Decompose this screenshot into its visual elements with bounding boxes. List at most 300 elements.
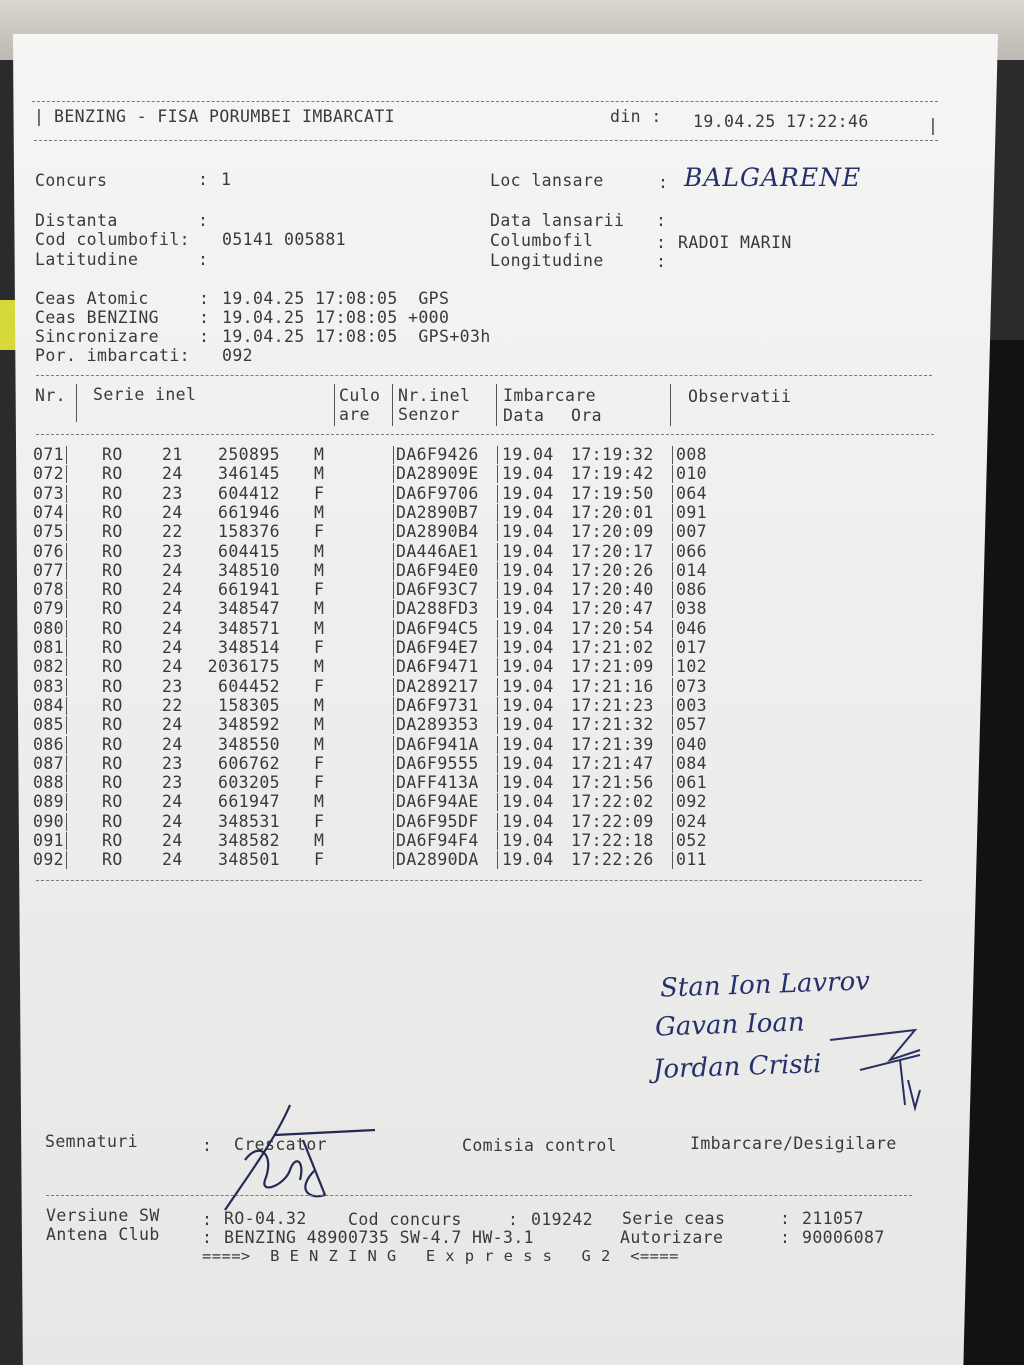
cell-serie: 661947 (217, 792, 280, 812)
cell-ora: 17:19:32 (571, 445, 654, 464)
colon: : (780, 1228, 791, 1247)
cell-observatii: 024 (676, 811, 708, 831)
row-separator (497, 716, 498, 734)
row-separator (393, 446, 394, 464)
col-header-observatii: Observatii (688, 387, 792, 406)
cell-senzor: DA2890B7 (396, 502, 479, 522)
cell-sex: M (314, 445, 325, 464)
row-separator (393, 562, 394, 580)
cell-data: 19.04 (502, 580, 554, 600)
row-separator (672, 600, 673, 618)
cell-serie: 348547 (217, 599, 280, 619)
cell-observatii: 057 (676, 715, 708, 735)
row-separator (497, 446, 498, 464)
cell-senzor: DA6F9426 (396, 445, 479, 464)
cell-serie: 348514 (217, 638, 280, 657)
cell-tara: RO (102, 445, 123, 464)
row-separator (672, 736, 673, 754)
row-separator (497, 774, 498, 792)
col-header-imbarcare: Imbarcare (503, 386, 597, 405)
cell-observatii: 017 (676, 638, 708, 657)
row-separator (66, 851, 67, 869)
row-separator (393, 485, 394, 503)
row-separator (66, 639, 67, 657)
semnaturi-label: Semnaturi (45, 1132, 139, 1151)
cell-senzor: DA2890DA (396, 850, 479, 870)
cell-serie: 2036175 (207, 657, 280, 677)
row-separator (66, 832, 67, 850)
cell-data: 19.04 (502, 850, 554, 870)
colon: : (198, 250, 209, 269)
columbofil-label: Columbofil (490, 231, 594, 250)
cell-nr: 088 (33, 773, 65, 793)
cell-observatii: 064 (676, 483, 708, 503)
ceas-benzing-label: Ceas BENZING (35, 308, 160, 327)
cod-columbofil-label: Cod columbofil: (35, 230, 191, 249)
cell-sex: F (314, 811, 325, 831)
row-separator (66, 716, 67, 734)
cell-tara: RO (102, 811, 123, 831)
row-separator (497, 697, 498, 715)
cell-tara: RO (102, 502, 123, 522)
cell-ora: 17:19:42 (571, 464, 654, 484)
cell-data: 19.04 (502, 445, 554, 464)
antena-club-label: Antena Club (46, 1225, 160, 1244)
antena-club-value: BENZING 48900735 SW-4.7 HW-3.1 (224, 1228, 535, 1247)
cell-sex: F (314, 580, 325, 600)
cell-nr: 074 (33, 502, 65, 522)
cell-ora: 17:21:02 (571, 638, 654, 657)
cell-senzor: DA6F94F4 (396, 831, 479, 850)
cell-sex: F (314, 850, 325, 870)
col-header-data: Data (503, 406, 545, 425)
por-imbarcati-label: Por. imbarcati: (35, 346, 191, 365)
serie-ceas-value: 211057 (802, 1209, 865, 1228)
cell-data: 19.04 (502, 560, 554, 580)
cell-observatii: 007 (676, 522, 708, 542)
row-separator (393, 832, 394, 850)
colon: : (202, 1228, 213, 1247)
cell-serie: 348592 (217, 715, 280, 735)
cell-serie: 346145 (217, 464, 280, 484)
cell-serie: 606762 (217, 753, 280, 773)
cell-sex: M (314, 715, 325, 735)
cell-senzor: DA6F9471 (396, 657, 479, 677)
cell-senzor: DA6F9706 (396, 483, 479, 503)
cell-an: 24 (162, 831, 183, 850)
cell-serie: 158305 (217, 695, 280, 715)
cell-serie: 250895 (217, 445, 280, 464)
col-header-senzor: Senzor (398, 405, 461, 424)
cell-tara: RO (102, 695, 123, 715)
versiune-sw-value: RO-04.32 (224, 1209, 307, 1228)
cell-ora: 17:22:09 (571, 811, 654, 831)
table-divider-bottom (36, 880, 922, 881)
cell-nr: 073 (33, 483, 65, 503)
colon: : (199, 308, 210, 327)
cell-data: 19.04 (502, 792, 554, 812)
row-separator (497, 678, 498, 696)
cell-data: 19.04 (502, 522, 554, 542)
row-separator (672, 774, 673, 792)
cell-data: 19.04 (502, 618, 554, 638)
cell-ora: 17:21:32 (571, 715, 654, 735)
cell-tara: RO (102, 599, 123, 619)
row-separator (497, 504, 498, 522)
cell-tara: RO (102, 792, 123, 812)
cell-an: 24 (162, 734, 183, 754)
colon: : (656, 252, 667, 271)
colon: : (198, 211, 209, 230)
imbarcare-desigilare-label: Imbarcare/Desigilare (690, 1134, 897, 1153)
cell-observatii: 014 (676, 560, 708, 580)
col-header-nr: Nr. (35, 386, 67, 405)
row-separator (66, 678, 67, 696)
cell-serie: 348531 (217, 811, 280, 831)
row-separator (497, 543, 498, 561)
header-right-bar: | (928, 116, 939, 135)
cell-data: 19.04 (502, 753, 554, 773)
row-separator (672, 793, 673, 811)
row-separator (66, 736, 67, 754)
colon: : (508, 1210, 519, 1229)
row-separator (672, 639, 673, 657)
cell-sex: M (314, 560, 325, 580)
cell-data: 19.04 (502, 831, 554, 850)
col-header-ora: Ora (571, 406, 603, 425)
cell-nr: 081 (33, 638, 65, 657)
row-separator (497, 832, 498, 850)
row-separator (393, 658, 394, 676)
versiune-sw-label: Versiune SW (46, 1206, 160, 1225)
colon: : (199, 327, 210, 346)
cell-sex: F (314, 676, 325, 696)
cell-data: 19.04 (502, 464, 554, 484)
header-divider-bottom (34, 140, 938, 141)
cell-nr: 079 (33, 599, 65, 619)
din-label: din : (610, 107, 662, 126)
row-separator (66, 813, 67, 831)
row-separator (66, 562, 67, 580)
crescator-signature (215, 1100, 385, 1215)
cell-data: 19.04 (502, 599, 554, 619)
cell-sex: M (314, 657, 325, 677)
cell-senzor: DA2890B4 (396, 522, 479, 542)
distanta-label: Distanta (35, 211, 118, 230)
cell-an: 24 (162, 638, 183, 657)
col-separator (392, 384, 393, 426)
row-separator (672, 697, 673, 715)
cell-observatii: 011 (676, 850, 708, 870)
row-separator (497, 465, 498, 483)
row-separator (393, 716, 394, 734)
cell-tara: RO (102, 676, 123, 696)
row-separator (393, 813, 394, 831)
row-separator (393, 581, 394, 599)
cell-serie: 661941 (217, 580, 280, 600)
row-separator (497, 813, 498, 831)
cell-nr: 071 (33, 445, 65, 464)
cell-an: 23 (162, 483, 183, 503)
benzing-express-banner: ====> B E N Z I N G E x p r e s s G 2 <==== (202, 1247, 679, 1265)
cod-columbofil-value: 05141 005881 (222, 230, 347, 249)
cell-senzor: DA6F95DF (396, 811, 479, 831)
cell-sex: F (314, 483, 325, 503)
cell-nr: 091 (33, 831, 65, 850)
colon: : (656, 233, 667, 252)
cell-an: 24 (162, 599, 183, 619)
cell-data: 19.04 (502, 811, 554, 831)
cell-senzor: DA6F94AE (396, 792, 479, 812)
cell-nr: 078 (33, 580, 65, 600)
cell-sex: F (314, 638, 325, 657)
footer-divider (46, 1195, 912, 1196)
cell-an: 24 (162, 464, 183, 484)
row-separator (393, 678, 394, 696)
sincronizare-value: 19.04.25 17:08:05 GPS+03h (222, 327, 491, 346)
cell-tara: RO (102, 773, 123, 793)
row-separator (497, 620, 498, 638)
row-separator (672, 716, 673, 734)
col-header-nr-inel: Nr.inel (398, 386, 471, 405)
colon: : (199, 289, 210, 308)
cod-concurs-value: 019242 (531, 1210, 594, 1229)
cell-nr: 087 (33, 753, 65, 773)
cell-sex: M (314, 502, 325, 522)
cell-sex: M (314, 541, 325, 561)
row-separator (66, 697, 67, 715)
row-separator (393, 620, 394, 638)
cell-tara: RO (102, 522, 123, 542)
cell-ora: 17:20:09 (571, 522, 654, 542)
cell-tara: RO (102, 580, 123, 600)
colon: : (780, 1209, 791, 1228)
cell-ora: 17:20:47 (571, 599, 654, 619)
por-imbarcati-value: 092 (222, 346, 254, 365)
row-separator (393, 793, 394, 811)
cell-data: 19.04 (502, 734, 554, 754)
cell-nr: 090 (33, 811, 65, 831)
cell-tara: RO (102, 657, 123, 677)
cell-data: 19.04 (502, 502, 554, 522)
serie-ceas-label: Serie ceas (622, 1209, 726, 1228)
row-separator (497, 523, 498, 541)
cell-observatii: 086 (676, 580, 708, 600)
row-separator (66, 793, 67, 811)
cell-serie: 603205 (217, 773, 280, 793)
commission-signature-scribble (820, 1020, 930, 1115)
cell-sex: F (314, 753, 325, 773)
cell-an: 24 (162, 811, 183, 831)
cell-senzor: DA289353 (396, 715, 479, 735)
cell-sex: M (314, 618, 325, 638)
cell-observatii: 008 (676, 445, 708, 464)
cell-sex: M (314, 734, 325, 754)
row-separator (497, 658, 498, 676)
cell-senzor: DA6F941A (396, 734, 479, 754)
cell-sex: F (314, 773, 325, 793)
cell-tara: RO (102, 464, 123, 484)
cell-ora: 17:21:23 (571, 695, 654, 715)
cell-an: 24 (162, 618, 183, 638)
cell-sex: M (314, 599, 325, 619)
row-separator (66, 543, 67, 561)
cell-senzor: DA6F93C7 (396, 580, 479, 600)
cell-tara: RO (102, 831, 123, 850)
cell-observatii: 102 (676, 657, 708, 677)
row-separator (672, 813, 673, 831)
cell-an: 23 (162, 676, 183, 696)
cell-senzor: DA6F94E0 (396, 560, 479, 580)
col-header-serie-inel: Serie inel (93, 385, 197, 404)
row-separator (497, 793, 498, 811)
cell-senzor: DA6F94C5 (396, 618, 479, 638)
cell-data: 19.04 (502, 638, 554, 657)
cell-observatii: 010 (676, 464, 708, 484)
page-title: BENZING - FISA PORUMBEI IMBARCATI (54, 107, 396, 126)
cell-sex: M (314, 695, 325, 715)
row-separator (393, 543, 394, 561)
handwritten-name: Gavan Ioan (654, 1007, 806, 1043)
row-separator (393, 639, 394, 657)
col-separator (670, 384, 671, 426)
crescator-label: Crescator (234, 1135, 328, 1154)
cell-ora: 17:22:26 (571, 850, 654, 870)
autorizare-label: Autorizare (620, 1228, 724, 1247)
cell-tara: RO (102, 850, 123, 870)
col-header-culoare-2: are (339, 405, 371, 424)
cell-observatii: 092 (676, 792, 708, 812)
table-divider-header (36, 434, 934, 435)
cell-senzor: DA6F9731 (396, 695, 479, 715)
row-separator (672, 465, 673, 483)
colon: : (658, 173, 669, 192)
row-separator (672, 562, 673, 580)
cell-nr: 089 (33, 792, 65, 812)
row-separator (393, 755, 394, 773)
cell-serie: 661946 (217, 502, 280, 522)
row-separator (497, 736, 498, 754)
cell-an: 22 (162, 522, 183, 542)
comisia-control-label: Comisia control (462, 1136, 618, 1155)
ceas-atomic-value: 19.04.25 17:08:05 GPS (222, 289, 450, 308)
row-separator (672, 446, 673, 464)
cell-data: 19.04 (502, 676, 554, 696)
cell-senzor: DA6F94E7 (396, 638, 479, 657)
sincronizare-label: Sincronizare (35, 327, 160, 346)
cell-an: 24 (162, 850, 183, 870)
cell-serie: 348582 (217, 831, 280, 850)
cell-ora: 17:21:56 (571, 773, 654, 793)
row-separator (66, 581, 67, 599)
cell-serie: 348550 (217, 734, 280, 754)
row-separator (497, 485, 498, 503)
row-separator (497, 755, 498, 773)
cell-tara: RO (102, 638, 123, 657)
row-separator (672, 504, 673, 522)
latitudine-label: Latitudine (35, 250, 139, 269)
cell-serie: 348510 (217, 560, 280, 580)
handwritten-name: Jordan Cristi (652, 1049, 822, 1085)
cell-serie: 604412 (217, 483, 280, 503)
row-separator (393, 697, 394, 715)
cell-observatii: 061 (676, 773, 708, 793)
cell-tara: RO (102, 483, 123, 503)
row-separator (497, 562, 498, 580)
cell-tara: RO (102, 560, 123, 580)
cell-ora: 17:20:54 (571, 618, 654, 638)
cell-tara: RO (102, 734, 123, 754)
row-separator (393, 736, 394, 754)
cell-senzor: DA28909E (396, 464, 479, 484)
col-header-culoare-1: Culo (339, 386, 381, 405)
cell-observatii: 073 (676, 676, 708, 696)
row-separator (66, 620, 67, 638)
cell-serie: 348501 (217, 850, 280, 870)
cell-senzor: DA289217 (396, 676, 479, 696)
cell-observatii: 038 (676, 599, 708, 619)
cell-an: 24 (162, 560, 183, 580)
row-separator (66, 600, 67, 618)
cell-serie: 348571 (217, 618, 280, 638)
row-separator (393, 523, 394, 541)
row-separator (66, 446, 67, 464)
row-separator (672, 658, 673, 676)
row-separator (497, 600, 498, 618)
cell-an: 23 (162, 753, 183, 773)
cell-ora: 17:21:09 (571, 657, 654, 677)
cell-data: 19.04 (502, 657, 554, 677)
cell-an: 23 (162, 773, 183, 793)
cell-observatii: 040 (676, 734, 708, 754)
loc-lansare-handwritten: BALGARENE (684, 163, 862, 192)
row-separator (497, 581, 498, 599)
cell-data: 19.04 (502, 483, 554, 503)
cell-nr: 072 (33, 464, 65, 484)
row-separator (672, 755, 673, 773)
row-separator (672, 620, 673, 638)
cell-an: 23 (162, 541, 183, 561)
cell-observatii: 052 (676, 831, 708, 850)
cell-tara: RO (102, 715, 123, 735)
cell-observatii: 084 (676, 753, 708, 773)
cell-sex: F (314, 522, 325, 542)
ceas-benzing-value: 19.04.25 17:08:05 +000 (222, 308, 450, 327)
cell-ora: 17:20:17 (571, 541, 654, 561)
row-separator (672, 832, 673, 850)
row-separator (66, 755, 67, 773)
row-separator (672, 678, 673, 696)
row-separator (66, 485, 67, 503)
cell-serie: 604415 (217, 541, 280, 561)
cell-ora: 17:22:02 (571, 792, 654, 812)
cell-ora: 17:19:50 (571, 483, 654, 503)
row-separator (393, 600, 394, 618)
cell-nr: 086 (33, 734, 65, 754)
cell-observatii: 091 (676, 502, 708, 522)
cell-an: 24 (162, 657, 183, 677)
autorizare-value: 90006087 (802, 1228, 885, 1247)
cell-sex: M (314, 464, 325, 484)
cell-nr: 076 (33, 541, 65, 561)
cell-sex: M (314, 792, 325, 812)
cell-an: 24 (162, 580, 183, 600)
concurs-value: 1 (221, 170, 232, 189)
data-lansarii-label: Data lansarii (490, 211, 625, 230)
row-separator (66, 658, 67, 676)
row-separator (497, 639, 498, 657)
cell-senzor: DA446AE1 (396, 541, 479, 561)
